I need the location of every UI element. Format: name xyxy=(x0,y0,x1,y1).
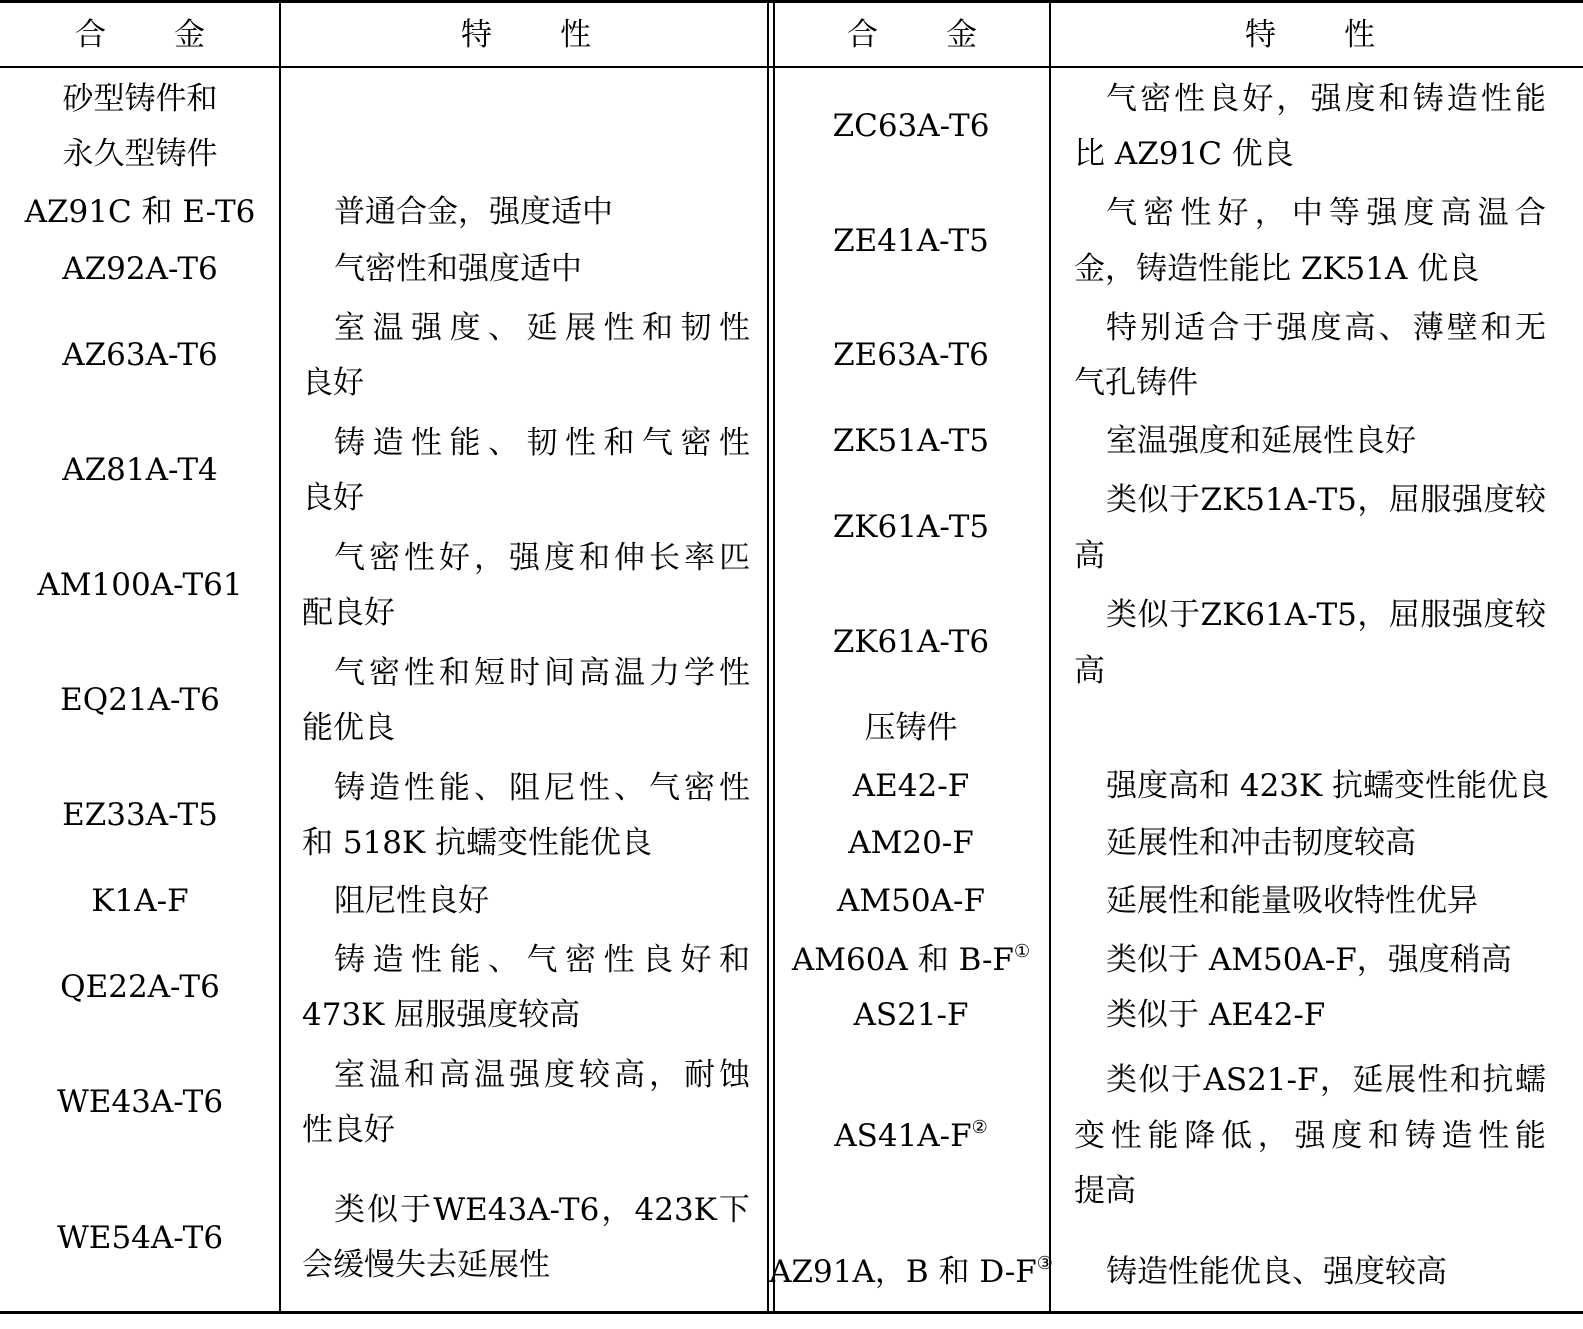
left-property-text: 阻尼性良好 xyxy=(334,883,489,919)
left-alloy-name: WE54A-T6 xyxy=(56,1220,224,1256)
left-property-text: 室 温 强 度 、 延 展 性 和 韧 性 xyxy=(334,310,750,346)
right-property-text: 延展性和能量吸收特性优异 xyxy=(1106,883,1478,919)
right-property-text: 延展性和冲击韧度较高 xyxy=(1106,825,1416,861)
left-alloy-name: WE43A-T6 xyxy=(56,1084,224,1120)
header-property-right: 特 性 xyxy=(1245,17,1375,53)
right-alloy-name: ZK61A-T6 xyxy=(832,624,990,660)
right-alloy-name: AZ91A，B 和 D-F③ xyxy=(769,1253,1053,1290)
right-property-text: 类 似 于 ZK61A-T5 ， 屈 服 强 度 较 xyxy=(1106,597,1546,633)
left-property-text: 配良好 xyxy=(302,595,395,631)
right-alloy-name: ZK61A-T5 xyxy=(832,509,990,545)
right-property-text: 气 密 性 好 ， 中 等 强 度 高 温 合 xyxy=(1106,195,1546,231)
top-rule xyxy=(0,0,1583,3)
right-alloy-name: AS41A-F② xyxy=(834,1117,988,1154)
right-alloy-name: ZK51A-T5 xyxy=(832,423,990,459)
right-property-text: 比 AZ91C 优良 xyxy=(1074,136,1294,172)
right-alloy-name: ZC63A-T6 xyxy=(832,108,990,144)
left-property-text: 473K 屈服强度较高 xyxy=(302,997,581,1033)
header-rule xyxy=(0,66,1583,68)
left-property-text: 室 温 和 高 温 强 度 较 高 ， 耐 蚀 xyxy=(334,1057,750,1093)
right-property-text: 类 似 于 AS21-F ， 延 展 性 和 抗 蠕 xyxy=(1106,1062,1546,1098)
right-alloy-name: ZE63A-T6 xyxy=(833,337,989,373)
right-property-text: 特 别 适 合 于 强 度 高 、 薄 壁 和 无 xyxy=(1106,310,1546,346)
left-alloy-name: EZ33A-T5 xyxy=(62,797,218,833)
right-property-text: 高 xyxy=(1074,538,1105,574)
double-divider-b xyxy=(773,0,775,1314)
left-property-text: 普通合金，强度适中 xyxy=(334,194,613,230)
left-property-text: 类 似 于 WE43A-T6 ， 423K 下 xyxy=(334,1192,750,1228)
right-alloy-name: ZE41A-T5 xyxy=(833,223,989,259)
header-alloy-left: 合 金 xyxy=(75,17,205,53)
group-title-sand-permanent: 砂型铸件和 xyxy=(62,81,218,117)
left-alloy-name: AM100A-T61 xyxy=(37,567,243,603)
right-property-text: 类似于 AE42-F xyxy=(1106,997,1326,1033)
right-property-text: 室温强度和延展性良好 xyxy=(1106,423,1416,459)
right-property-text: 类 似 于 ZK51A-T5 ， 屈 服 强 度 较 xyxy=(1106,482,1546,518)
left-property-text: 铸 造 性 能 、 气 密 性 良 好 和 xyxy=(334,942,750,978)
left-property-text: 和 518K 抗蠕变性能优良 xyxy=(302,825,653,861)
left-property-text: 良好 xyxy=(302,365,364,401)
right-alloy-name: AE42-F xyxy=(852,768,970,804)
left-property-text: 会缓慢失去延展性 xyxy=(302,1247,550,1283)
left-alloy-name: EQ21A-T6 xyxy=(60,682,220,718)
left-property-text: 铸 造 性 能 、 阻 尼 性 、 气 密 性 xyxy=(334,770,750,806)
left-alloy-name: K1A-F xyxy=(91,883,189,919)
left-property-text: 铸 造 性 能 、 韧 性 和 气 密 性 xyxy=(334,425,750,461)
right-alloy-name: AM50A-F xyxy=(837,883,985,919)
left-property-text: 气 密 性 和 短 时 间 高 温 力 学 性 xyxy=(334,655,750,691)
col-divider-1 xyxy=(279,0,281,1314)
right-property-text: 气孔铸件 xyxy=(1074,365,1198,401)
double-divider-a xyxy=(767,0,769,1314)
left-property-text: 良好 xyxy=(302,480,364,516)
bottom-rule xyxy=(0,1311,1583,1314)
col-divider-3 xyxy=(1049,0,1051,1314)
header-property-left: 特 性 xyxy=(461,17,591,53)
right-property-text: 类似于 AM50A-F，强度稍高 xyxy=(1106,942,1512,978)
left-alloy-name: AZ63A-T6 xyxy=(62,337,218,373)
right-property-text: 强度高和 423K 抗蠕变性能优良 xyxy=(1106,768,1550,804)
left-alloy-name: AZ91C 和 E-T6 xyxy=(24,194,256,230)
left-alloy-name: AZ92A-T6 xyxy=(62,251,218,287)
left-property-text: 性良好 xyxy=(302,1112,395,1148)
left-property-text: 气 密 性 好 ， 强 度 和 伸 长 率 匹 xyxy=(334,540,750,576)
right-alloy-name: AM60A 和 B-F① xyxy=(791,941,1031,978)
right-property-text: 变 性 能 降 低 ， 强 度 和 铸 造 性 能 xyxy=(1074,1118,1546,1154)
header-alloy-right: 合 金 xyxy=(847,17,977,53)
right-property-text: 高 xyxy=(1074,653,1105,689)
right-property-text: 气 密 性 良 好 ， 强 度 和 铸 造 性 能 xyxy=(1106,81,1546,117)
right-alloy-name: AS21-F xyxy=(853,997,969,1033)
left-alloy-name: QE22A-T6 xyxy=(60,969,220,1005)
right-property-text: 提高 xyxy=(1074,1173,1136,1209)
left-alloy-name: AZ81A-T4 xyxy=(62,452,218,488)
group-title-sand-permanent-2: 永久型铸件 xyxy=(62,136,218,172)
left-property-text: 气密性和强度适中 xyxy=(334,251,582,287)
right-property-text: 铸造性能优良、强度较高 xyxy=(1106,1254,1447,1290)
right-property-text: 金，铸造性能比 ZK51A 优良 xyxy=(1074,251,1480,287)
die-casting-group-title: 压铸件 xyxy=(864,710,958,746)
right-alloy-name: AM20-F xyxy=(848,825,974,861)
left-property-text: 能优良 xyxy=(302,710,395,746)
